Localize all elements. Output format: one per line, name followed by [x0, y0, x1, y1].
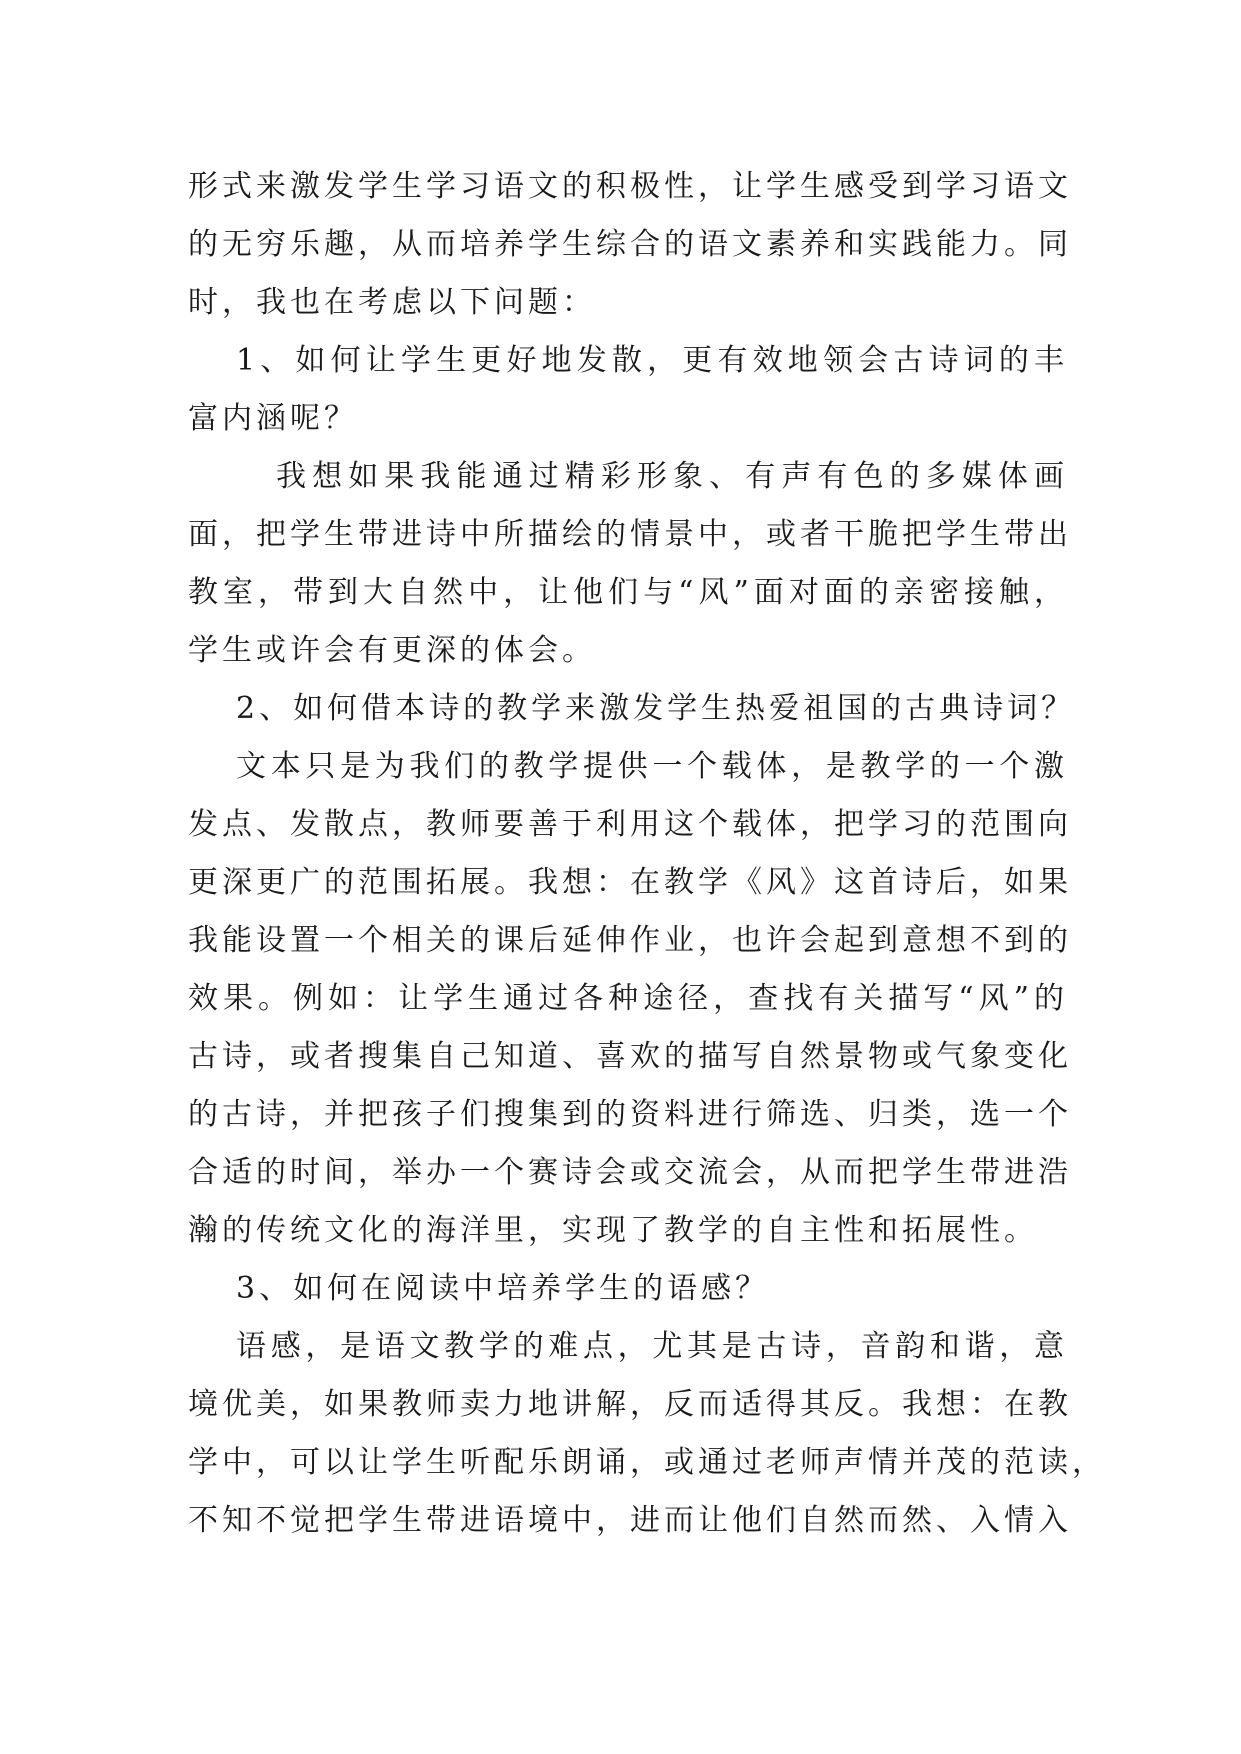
text-line: 发点、发散点，教师要善于利用这个载体，把学习的范围向	[188, 807, 1072, 842]
text-line: 教室，带到大自然中，让他们与“风”面对面的亲密接触，	[188, 575, 1068, 610]
numbered-question-3: 3、如何在阅读中培养学生的语感？	[236, 1271, 770, 1306]
text-line: 效果。例如：让学生通过各种途径，查找有关描写“风”的	[188, 981, 1068, 1016]
text-line: 不知不觉把学生带进语境中，进而让他们自然而然、入情入	[188, 1503, 1072, 1538]
text-line: 的无穷乐趣，从而培养学生综合的语文素养和实践能力。同	[188, 227, 1072, 262]
text-line: 富内涵呢？	[188, 401, 358, 436]
document-body	[188, 158, 1106, 1550]
text-line: 更深更广的范围拓展。我想：在教学《风》这首诗后，如果	[188, 865, 1072, 900]
text-line: 时，我也在考虑以下问题：	[188, 285, 596, 320]
text-line: 古诗，或者搜集自己知道、喜欢的描写自然景物或气象变化	[188, 1039, 1072, 1074]
text-line: 面，把学生带进诗中所描绘的情景中，或者干脆把学生带出	[188, 517, 1072, 552]
numbered-question-2: 2、如何借本诗的教学来激发学生热爱祖国的古典诗词？	[236, 691, 1076, 726]
text-line: 学中，可以让学生听配乐朗诵，或通过老师声情并茂的范读，	[188, 1445, 1106, 1480]
text-line: 形式来激发学生学习语文的积极性，让学生感受到学习语文	[188, 169, 1072, 204]
text-line: 文本只是为我们的教学提供一个载体，是教学的一个激	[236, 749, 1068, 784]
numbered-question-1: 1、如何让学生更好地发散，更有效地领会古诗词的丰	[236, 343, 1068, 378]
text-line: 学生或许会有更深的体会。	[188, 633, 596, 668]
text-line: 的古诗，并把孩子们搜集到的资料进行筛选、归类，选一个	[188, 1097, 1072, 1132]
text-line: 瀚的传统文化的海洋里，实现了教学的自主性和拓展性。	[188, 1213, 1038, 1248]
text-line: 合适的时间，举办一个赛诗会或交流会，从而把学生带进浩	[188, 1155, 1072, 1190]
text-line: 境优美，如果教师卖力地讲解，反而适得其反。我想：在教	[188, 1387, 1072, 1422]
text-line: 我想如果我能通过精彩形象、有声有色的多媒体画	[276, 459, 1068, 494]
text-line: 我能设置一个相关的课后延伸作业，也许会起到意想不到的	[188, 923, 1072, 958]
text-line: 语感，是语文教学的难点，尤其是古诗，音韵和谐，意	[236, 1329, 1068, 1364]
